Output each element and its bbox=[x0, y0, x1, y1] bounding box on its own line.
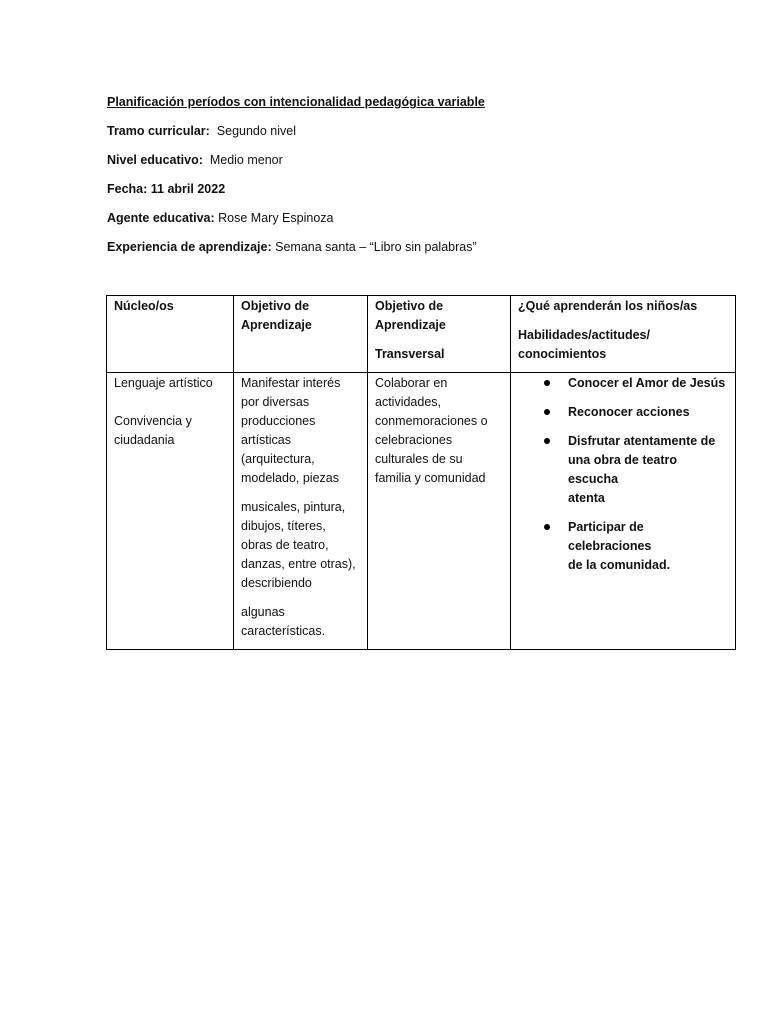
list-item-line: de la comunidad. bbox=[568, 558, 671, 572]
list-item-line: Conocer el Amor de Jesús bbox=[568, 376, 726, 390]
cell-transversal bbox=[368, 373, 511, 650]
agente-label: Agente educativa: bbox=[107, 211, 215, 225]
experiencia-label: Experiencia de aprendizaje: bbox=[107, 240, 272, 254]
header-nucleo-text: Núcleo/os bbox=[114, 299, 174, 313]
document-title: Planificación períodos con intencionalidad pedagógica variable bbox=[107, 95, 485, 109]
agente-value: Rose Mary Espinoza bbox=[218, 211, 334, 225]
nivel-value: Medio menor bbox=[209, 153, 283, 167]
header-nucleo bbox=[107, 296, 234, 373]
objetivo-line: danzas, entre otras), bbox=[241, 557, 356, 571]
header-transversal-line: Transversal bbox=[375, 347, 445, 361]
transversal-line: culturales de su bbox=[375, 452, 463, 466]
objetivo-line: obras de teatro, bbox=[241, 538, 329, 552]
list-item bbox=[568, 518, 728, 575]
objetivo-line: (arquitectura, bbox=[241, 452, 315, 466]
header-objetivo bbox=[234, 296, 368, 373]
transversal-line: celebraciones bbox=[375, 433, 453, 447]
table-row bbox=[107, 373, 736, 650]
header-transversal-line: Objetivo de bbox=[375, 299, 444, 313]
list-item-line: atenta bbox=[568, 491, 605, 505]
nivel-line bbox=[107, 152, 727, 168]
list-item bbox=[568, 403, 728, 422]
objetivo-line: modelado, piezas bbox=[241, 471, 339, 485]
cell-objetivo bbox=[234, 373, 368, 650]
list-item-line: Reconocer acciones bbox=[568, 405, 690, 419]
objetivo-line: artísticas bbox=[241, 433, 292, 447]
nivel-label: Nivel educativo: bbox=[107, 153, 203, 167]
agente-line bbox=[107, 210, 727, 226]
objetivo-line: producciones bbox=[241, 414, 316, 428]
list-item bbox=[568, 432, 728, 508]
list-item-line: Participar de celebraciones bbox=[568, 520, 652, 553]
header-aprenderan bbox=[511, 296, 736, 373]
header-aprenderan-line: conocimientos bbox=[518, 347, 607, 361]
objetivo-line: algunas bbox=[241, 605, 285, 619]
tramo-line bbox=[107, 123, 727, 139]
transversal-line: Colaborar en bbox=[375, 376, 448, 390]
objetivo-line: características. bbox=[241, 624, 326, 638]
cell-nucleos bbox=[107, 373, 234, 650]
nucleo-item: Convivencia y bbox=[114, 414, 192, 428]
list-item-line: Disfrutar atentamente de bbox=[568, 434, 716, 448]
header-objetivo-line: Aprendizaje bbox=[241, 318, 312, 332]
planning-table bbox=[106, 295, 736, 650]
objetivo-line: describiendo bbox=[241, 576, 312, 590]
objetivo-line: dibujos, títeres, bbox=[241, 519, 326, 533]
objetivo-line: por diversas bbox=[241, 395, 310, 409]
experiencia-value: Semana santa – “Libro sin palabras” bbox=[275, 240, 477, 254]
header-transversal-line: Aprendizaje bbox=[375, 318, 446, 332]
fecha-value: 11 abril 2022 bbox=[150, 182, 226, 196]
fecha-line bbox=[107, 181, 727, 197]
objetivo-line: Manifestar interés bbox=[241, 376, 341, 390]
header-aprenderan-line: ¿Qué aprenderán los niños/as bbox=[518, 299, 698, 313]
header-objetivo-line: Objetivo de bbox=[241, 299, 310, 313]
transversal-line: actividades, bbox=[375, 395, 442, 409]
planning-header bbox=[107, 94, 727, 268]
experiencia-line bbox=[107, 239, 727, 255]
header-transversal bbox=[368, 296, 511, 373]
tramo-value: Segundo nivel bbox=[216, 124, 297, 138]
objetivo-line: musicales, pintura, bbox=[241, 500, 346, 514]
table-header-row bbox=[107, 296, 736, 373]
fecha-label: Fecha: bbox=[107, 182, 148, 196]
aprenderan-list bbox=[518, 374, 728, 575]
nucleo-item: Lenguaje artístico bbox=[114, 376, 213, 390]
list-item-line: una obra de teatro escucha bbox=[568, 453, 678, 486]
list-item bbox=[568, 374, 728, 393]
tramo-label: Tramo curricular: bbox=[107, 124, 210, 138]
header-aprenderan-line: Habilidades/actitudes/ bbox=[518, 328, 650, 342]
transversal-line: familia y comunidad bbox=[375, 471, 486, 485]
cell-aprenderan bbox=[511, 373, 736, 650]
nucleo-item: ciudadania bbox=[114, 433, 175, 447]
transversal-line: conmemoraciones o bbox=[375, 414, 488, 428]
